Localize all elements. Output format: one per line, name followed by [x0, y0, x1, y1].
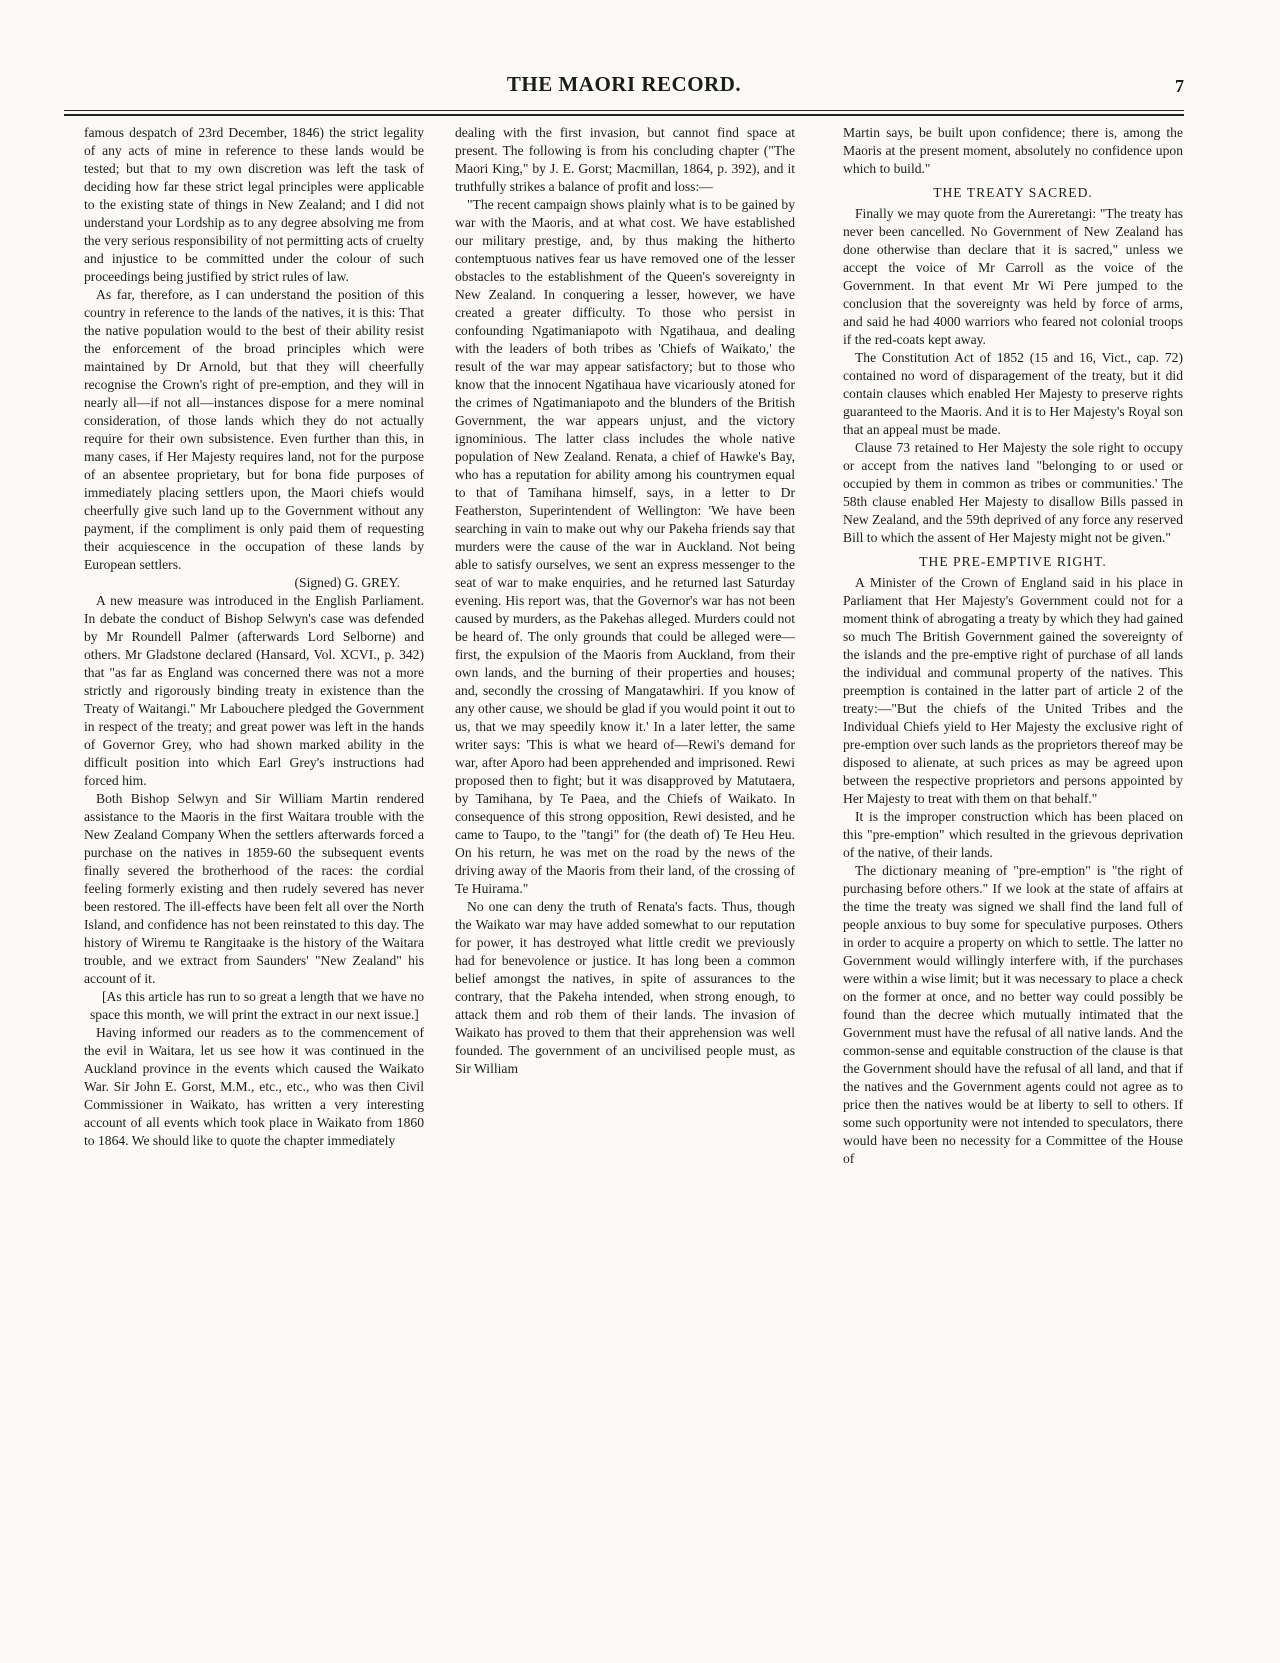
paragraph: dealing with the first invasion, but cannot find space at present. The following is from his concluding chapter ("The Maori King," by J. E. Gorst; Macmillan, 1864, p. 392), and it truthfully strikes a balance of profit and loss:— [455, 125, 795, 194]
paragraph: Clause 73 retained to Her Majesty the sole right to occupy or accept from the natives land "belonging to or used or occupied by them in common as tribes or communities.' The 58th clause enabled Her Majesty to disallow Bills passed in New Zealand, and the 59th deprived of any force any reserved Bill to which the assent of Her Majesty might not be given." [843, 440, 1183, 545]
paragraph: Finally we may quote from the Aureretangi: "The treaty has never been cancelled. No Government of New Zealand has done otherwise than declare that it is sacred," unless we accept the voice of Mr Carroll as the voice of the Government. In that event Mr Wi Pere jumped to the conclusion that the sovereignty was held by force of arms, and said he had 4000 warriors who feared not colonial troops if the red-coats kept away. [843, 206, 1183, 347]
column-3 [843, 124, 1183, 1594]
header-rule-thick [64, 114, 1184, 116]
paragraph: It is the improper construction which has been placed on this "pre-emption" which resulted in the grievous deprivation of the native, of their lands. [843, 809, 1183, 860]
section-heading: THE TREATY SACRED. [933, 185, 1093, 200]
paragraph: A new measure was introduced in the English Parliament. In debate the conduct of Bishop Selwyn's case was defended by Mr Roundell Palmer (afterwards Lord Selborne) and others. Mr Gladstone declared (Hansard, Vol. XCVI., p. 342) that "as far as England was concerned there was not a more strictly and rigorously binding treaty in existence than the Treaty of Waitangi." Mr Labouchere pledged the Government in respect of the treaty; and great power was left in the hands of Governor Grey, who had shown marked ability in the difficult position into which Earl Grey's instructions had forced him. [84, 593, 424, 788]
page-number: 7 [1175, 76, 1184, 96]
paragraph: A Minister of the Crown of England said in his place in Parliament that Her Majesty's Government could not for a moment think of abrogating a treaty by which they had gained so much The British Government gained the sovereignty of the islands and the pre-emptive right of purchase of all lands the individual and communal property of the natives. This preemption is contained in the latter part of article 2 of the treaty:—"But the chiefs of the United Tribes and the Individual Chiefs yield to Her Majesty the exclusive right of pre-emption over such lands as the proprietors thereof may be disposed to alienate, at such prices as may be agreed upon between the respective proprietors and persons appointed by Her Majesty to treat with them on that behalf." [843, 575, 1183, 806]
paragraph: famous despatch of 23rd December, 1846) the strict legality of any acts of mine in reference to these lands would be tested; but that to my own discretion was left the task of deciding how far these strict legal principles were applicable to the existing state of things in New Zealand; and I did not understand your Lordship as to any degree absolving me from the very serious responsibility of not permitting acts of cruelty and injustice to be committed under the colour of such proceedings being justified by strict rules of law. [84, 125, 424, 284]
editorial-note: [As this article has run to so great a length that we have no space this month, we will print the extract in our next issue.] [90, 989, 424, 1022]
paragraph: Both Bishop Selwyn and Sir William Martin rendered assistance to the Maoris in the first Waitara trouble with the New Zealand Company When the settlers afterwards forced a purchase on the natives in 1859-60 the subsequent events finally severed the brotherhood of the races: the cordial feeling formerly existing and then rudely severed has never been restored. The ill-effects have been felt all over the North Island, and confidence has not been reinstated to this day. The history of Wiremu te Rangitaake is the history of the Waitara trouble, and we extract from Saunders' "New Zealand" his account of it. [84, 791, 424, 986]
paragraph: The Constitution Act of 1852 (15 and 16, Vict., cap. 72) contained no word of disparagement of the treaty, but it did contain clauses which enabled Her Majesty to preserve rights guaranteed to the Maoris. And it is to Her Majesty's Royal son that an appeal must be made. [843, 350, 1183, 437]
quotation: "The recent campaign shows plainly what is to be gained by war with the Maoris, and at what cost. We have established our military prestige, and, by thus making the hitherto contemptuous natives fear us have removed one of the lesser obstacles to the establishment of the Queen's sovereignty in New Zealand. In conquering a lesser, however, we have created a greater difficulty. To those who persist in confounding Ngatimaniapoto with Ngatihaua, and dealing with the leaders of both tribes as 'Chiefs of Waikato,' the result of the war may appear satisfactory; but to those who know that the innocent Ngatihaua have vicariously atoned for the crimes of Ngatimaniapoto and the blunders of the British Government, the war appears unjust, and the victory ignominious. The latter class includes the whole native population of New Zealand. Renata, a chief of Hawke's Bay, who has a reputation for ability among his countrymen equal to that of Tamihana himself, says, in a letter to Dr Featherston, Superintendent of Wellington: 'We have been searching in vain to make out why our Pakeha friends say that murders were the cause of the war in Auckland. Not being able to satisfy ourselves, we sent an express messenger to the seat of war to make enquiries, and he returned last Saturday evening. His report was, that the Governor's war has not been caused by murders, as the Pakehas alleged. Murders could not be heard of. The only grounds that could be alleged were—first, the expulsion of the Maoris from Auckland, from their own lands, and the burning of their properties and houses; and, secondly the crossing of Mangatawhiri. If you know of any other cause, we should be glad if you would point it out to us, that we may speedily know it.' In a later letter, the same writer says: 'This is what we heard of—Rewi's demand for war, after Aporo had been apprehended and imprisoned. Rewi proposed then to fight; but it was disapproved by Matutaera, by Tamihana, by Te Paea, and the Chiefs of Waikato. In consequence of this strong opposition, Rewi desisted, and he came to Taupo, to the "tangi" for (the death of) Te Heu Heu. On his return, he was met on the road by the news of the driving away of the Maoris from their land, of the crossing of Te Huirama." [455, 197, 795, 896]
paragraph: Having informed our readers as to the commencement of the evil in Waitara, let us see how it was continued in the Auckland province in the events which caused the Waikato War. Sir John E. Gorst, M.M., etc., etc., who was then Civil Commissioner in Waikato, has written a very interesting account of all events which took place in Waikato from 1860 to 1864. We should like to quote the chapter immediately [84, 1025, 424, 1148]
paragraph: Martin says, be built upon confidence; there is, among the Maoris at the present moment, absolutely no confidence upon which to build." [843, 125, 1183, 176]
signature-line: (Signed) G. GREY. [294, 575, 400, 590]
running-title: THE MAORI RECORD. [506, 72, 742, 96]
paragraph: The dictionary meaning of "pre-emption" is "the right of purchasing before others." If we look at the state of affairs at the time the treaty was signed we shall find the land full of people anxious to buy some for speculative purposes. Others in order to acquire a property on which to settle. The latter no Government would willingly interfere with, if the purchases were within a wise limit; but it was necessary to place a check on the former at once, and no better way could possibly be found than the decree which mutually intimated that the Government must have the refusal of all native lands. And the common-sense and equitable construction of the clause is that the Government should have the refusal of all land, and that if the natives and the Government agents could not agree as to price then the natives would be at liberty to sell to others. If some such opportunity were not intended to speculators, there would have been no necessity for a Committee of the House of [843, 863, 1183, 1166]
header-rule [64, 110, 1184, 111]
page-header [64, 70, 1184, 106]
paragraph: No one can deny the truth of Renata's facts. Thus, though the Waikato war may have added somewhat to our reputation for power, it has destroyed what little credit we previously had for benevolence or justice. It has long been a common belief amongst the natives, in spite of assurances to the contrary, that the Pakeha intended, when strong enough, to attack them and rob them of their lands. The invasion of Waikato has proved to them that their apprehension was well founded. The government of an uncivilised people must, as Sir William [455, 899, 795, 1076]
column-1 [84, 124, 424, 1594]
section-heading: THE PRE-EMPTIVE RIGHT. [919, 554, 1107, 569]
paragraph: As far, therefore, as I can understand the position of this country in reference to the lands of the natives, it is this: That the native population would to the best of their ability resist the enforcement of the broad principles which were maintained by Dr Arnold, but that they will cheerfully recognise the Crown's right of pre-emption, and they will in nearly all—if not all—instances dispose for a mere nominal consideration, of those lands which they do not actually require for their own subsistence. Even further than this, in many cases, if Her Majesty requires land, not for the purpose of an absentee proprietary, but for bona fide purposes of immediately placing settlers upon, the Maori chiefs would cheerfully give such land up to the Government without any payment, if the compliment is only paid them of requesting their acquiescence in the occupation of these lands by European settlers. [84, 287, 424, 572]
column-2 [455, 124, 795, 1594]
